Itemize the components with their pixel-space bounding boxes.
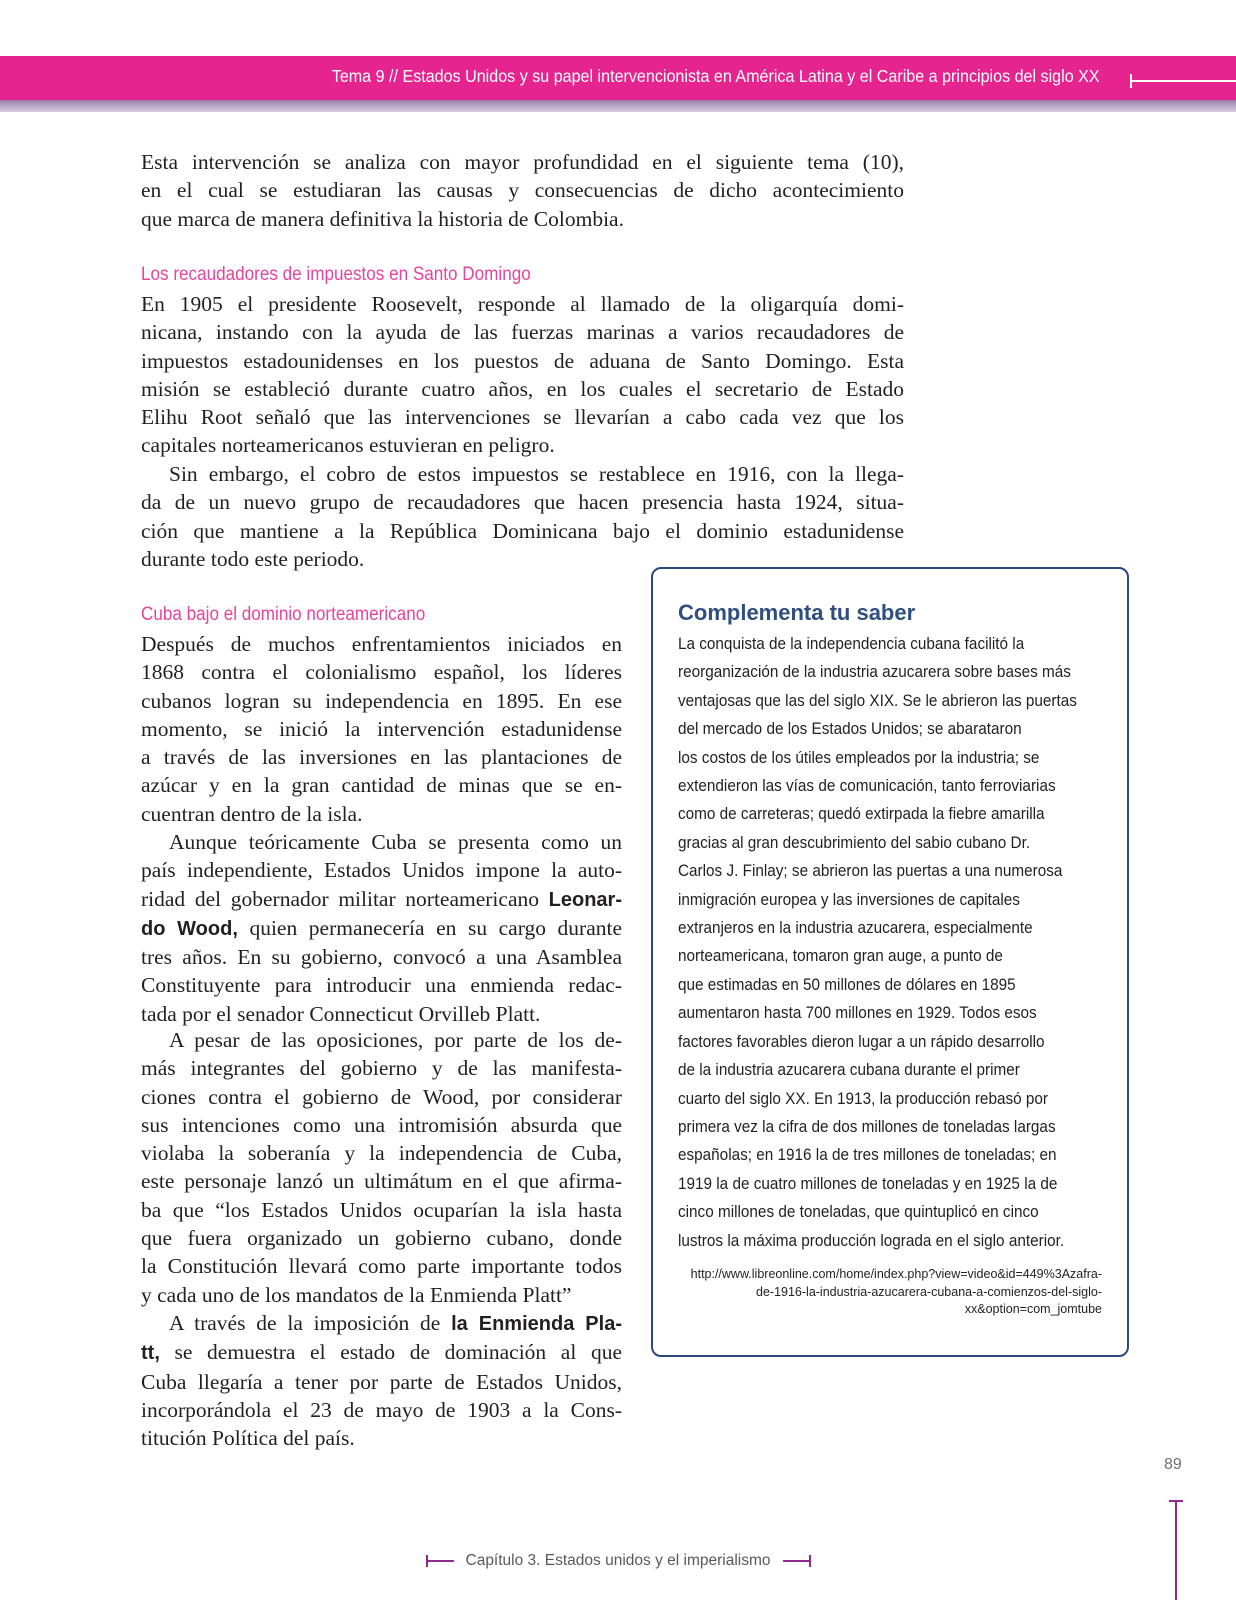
bold-name: do Wood, (141, 917, 238, 940)
text-line: ciones contra el gobierno de Wood, por considerar (141, 1084, 622, 1109)
text-line: misión se estableció durante cuatro años, en los cuales el secretario de Estado (141, 376, 904, 401)
cuba-paragraph-2 (141, 828, 622, 1028)
bold-name: Leonar- (548, 888, 622, 911)
sidebar-line: los costos de los útiles empleados por la industria; se (678, 747, 1040, 767)
text-line: Después de muchos enfrentamientos iniciados en (141, 632, 622, 656)
text-line: incorporándola el 23 de mayo de 1903 a la Cons- (141, 1397, 622, 1422)
text-line: Sin embargo, el cobro de estos impuestos se restablece en 1916, con la llega- (169, 462, 904, 486)
text-line: durante todo este periodo. (141, 546, 365, 571)
sidebar-line: gracias al gran descubrimiento del sabio cubano Dr. (678, 832, 1031, 852)
sidebar-body (678, 630, 1118, 1255)
sidebar-line: inmigración europea y las inversiones de capitales (678, 889, 1020, 909)
footer-chapter-title: Estados unidos y el imperialismo (544, 1552, 771, 1569)
text-line: este personaje lanzó un ultimátum en el que afirma- (141, 1169, 622, 1194)
text-line: ba que “los Estados Unidos ocuparían la isla hasta (141, 1197, 622, 1222)
text-line: y cada uno de los mandatos de la Enmienda Platt” (141, 1282, 572, 1307)
header-rule-tick (1130, 74, 1132, 88)
text-line: que fuera organizado un gobierno cubano, donde (141, 1226, 622, 1251)
text-line: sus intenciones como una intromisión absurda que (141, 1112, 622, 1137)
text-line: cubanos logran su independencia en 1895. En ese (141, 688, 622, 713)
text-line: 1868 contra el colonialismo español, los líderes (141, 660, 622, 685)
cuba-paragraph-1 (141, 630, 622, 828)
page-side-rule-tick (1169, 1500, 1183, 1502)
cuba-paragraph-4 (141, 1309, 622, 1452)
text-line: A pesar de las oposiciones, por parte de los de- (169, 1028, 622, 1052)
sidebar-line: primera vez la cifra de dos millones de toneladas largas (678, 1116, 1056, 1136)
sidebar-source-link[interactable] (662, 1266, 1102, 1319)
text-line: violaba la soberanía y la independencia de Cuba, (141, 1141, 622, 1166)
page-number: 89 (1164, 1456, 1182, 1473)
sidebar-line: del mercado de los Estados Unidos; se abarataron (678, 719, 1022, 739)
text-line: país independiente, Estados Unidos impone la auto- (141, 858, 622, 883)
sidebar-line: ventajosas que las del siglo XIX. Se le abrieron las puertas (678, 690, 1077, 710)
sidebar-line: reorganización de la industria azucarera sobre bases más (678, 662, 1071, 682)
santo-domingo-paragraph-2 (141, 460, 904, 573)
bold-term: la Enmienda Pla- (451, 1313, 622, 1335)
text-line: momento, se inició la intervención estadunidense (141, 716, 622, 741)
text-line: en el cual se estudiaran las causas y consecuencias de dicho acontecimiento (141, 178, 904, 203)
sidebar-line: extendieron las vías de comunicación, tanto ferroviarias (678, 776, 1056, 796)
sidebar-line: cuarto del siglo XX. En 1913, la producción rebasó por (678, 1088, 1048, 1108)
text-run: ridad del gobernador militar norteamericano (141, 886, 549, 911)
text-line: Cuba llegaría a tener por parte de Estados Unidos, (141, 1369, 622, 1394)
sidebar-line: factores favorables dieron lugar a un rápido desarrollo (678, 1031, 1045, 1051)
sidebar-line: La conquista de la independencia cubana facilitó la (678, 634, 1025, 653)
text-line: Aunque teóricamente Cuba se presenta como un (169, 830, 622, 854)
text-line: Elihu Root señaló que las intervenciones se llevarían a cabo cada vez que los (141, 405, 904, 430)
sidebar-line: norteamericana, tomaron gran auge, a punto de (678, 946, 1003, 966)
text-run: se demuestra el estado de dominación al que (159, 1340, 622, 1365)
sidebar-line: 1919 la de cuatro millones de toneladas y en 1925 la de (678, 1173, 1058, 1193)
footer-chapter (466, 1552, 771, 1569)
text-line: Constituyente para introducir una enmienda redac- (141, 973, 622, 998)
text-line: más integrantes del gobierno y de las manifesta- (141, 1056, 622, 1081)
header-rule (1130, 80, 1236, 82)
footer (0, 1552, 1236, 1570)
sidebar-line: cinco millones de toneladas, que quintuplicó en cinco (678, 1202, 1039, 1222)
source-line: de-1916-la-industria-azucarera-cubana-a-comienzos-del-siglo- (756, 1284, 1102, 1299)
sidebar-line: que estimadas en 50 millones de dólares en 1895 (678, 974, 1016, 994)
bold-term: tt, (141, 1342, 160, 1365)
text-line (141, 1309, 622, 1338)
text-run: A través de la imposición de (169, 1311, 452, 1335)
text-line: En 1905 el presidente Roosevelt, responde al llamado de la oligarquía domi- (141, 292, 904, 316)
text-line: ción que mantiene a la República Dominicana bajo el dominio estadunidense (141, 518, 904, 543)
header-title: Tema 9 // Estados Unidos y su papel intervencionista en América Latina y el Caribe a principios del siglo XX (332, 66, 1100, 86)
text-line: tres años. En su gobierno, convocó a una Asamblea (141, 945, 622, 970)
text-line: tada por el senador Connecticut Orvilleb Platt. (141, 1001, 541, 1026)
sidebar-line: de la industria azucarera cubana durante el primer (678, 1060, 1020, 1080)
section-heading-santo-domingo: Los recaudadores de impuestos en Santo Domingo (141, 264, 531, 285)
source-line: http://www.libreonline.com/home/index.php?view=video&id=449%3Azafra- (690, 1267, 1102, 1281)
santo-domingo-paragraph-1 (141, 290, 904, 460)
text-line (141, 885, 622, 914)
text-line: que marca de manera definitiva la historia de Colombia. (141, 206, 624, 231)
text-line: da de un nuevo grupo de recaudadores que hacen presencia hasta 1924, situa- (141, 490, 904, 515)
text-line: Esta intervención se analiza con mayor profundidad en el siguiente tema (10), (141, 150, 904, 174)
text-line: a través de las inversiones en las plantaciones de (141, 745, 622, 770)
sidebar-line: como de carreteras; quedó extirpada la fiebre amarilla (678, 804, 1045, 824)
footer-rule-left (426, 1560, 454, 1562)
text-line: nicana, instando con la ayuda de las fuerzas marinas a varios recaudadores de (141, 320, 904, 345)
sidebar-line: Carlos J. Finlay; se abrieron las puertas a una numerosa (678, 861, 1063, 881)
text-line (141, 914, 622, 943)
text-line: cuentran dentro de la isla. (141, 801, 363, 826)
sidebar-line: aumentaron hasta 700 millones en 1929. Todos esos (678, 1003, 1037, 1023)
footer-chapter-label: Capítulo 3. (465, 1552, 541, 1569)
text-line: azúcar y en la gran cantidad de minas que se en- (141, 773, 622, 798)
header-shadow (0, 100, 1236, 112)
cuba-paragraph-3 (141, 1026, 622, 1309)
text-line: impuestos estadounidenses en los puestos de aduana de Santo Domingo. Esta (141, 348, 904, 373)
intro-paragraph (141, 148, 904, 233)
source-line: xx&option=com_jomtube (964, 1302, 1102, 1316)
sidebar-title: Complementa tu saber (678, 600, 916, 625)
sidebar-line: lustros la máxima producción lograda en el siglo anterior. (678, 1230, 1065, 1250)
text-line: la Constitución llevará como parte importante todos (141, 1254, 622, 1279)
sidebar-line: extranjeros en la industria azucarera, especialmente (678, 918, 1033, 938)
page-side-rule (1175, 1500, 1177, 1600)
sidebar-line: españolas; en 1916 la de tres millones de toneladas; en (678, 1145, 1057, 1165)
section-heading-cuba: Cuba bajo el dominio norteamericano (141, 604, 426, 625)
text-run: quien permanecería en su cargo durante (237, 915, 623, 940)
footer-rule-right (783, 1560, 811, 1562)
text-line (141, 1338, 622, 1367)
text-line: titución Política del país. (141, 1426, 355, 1451)
text-line: capitales norteamericanos estuvieran en peligro. (141, 433, 555, 458)
